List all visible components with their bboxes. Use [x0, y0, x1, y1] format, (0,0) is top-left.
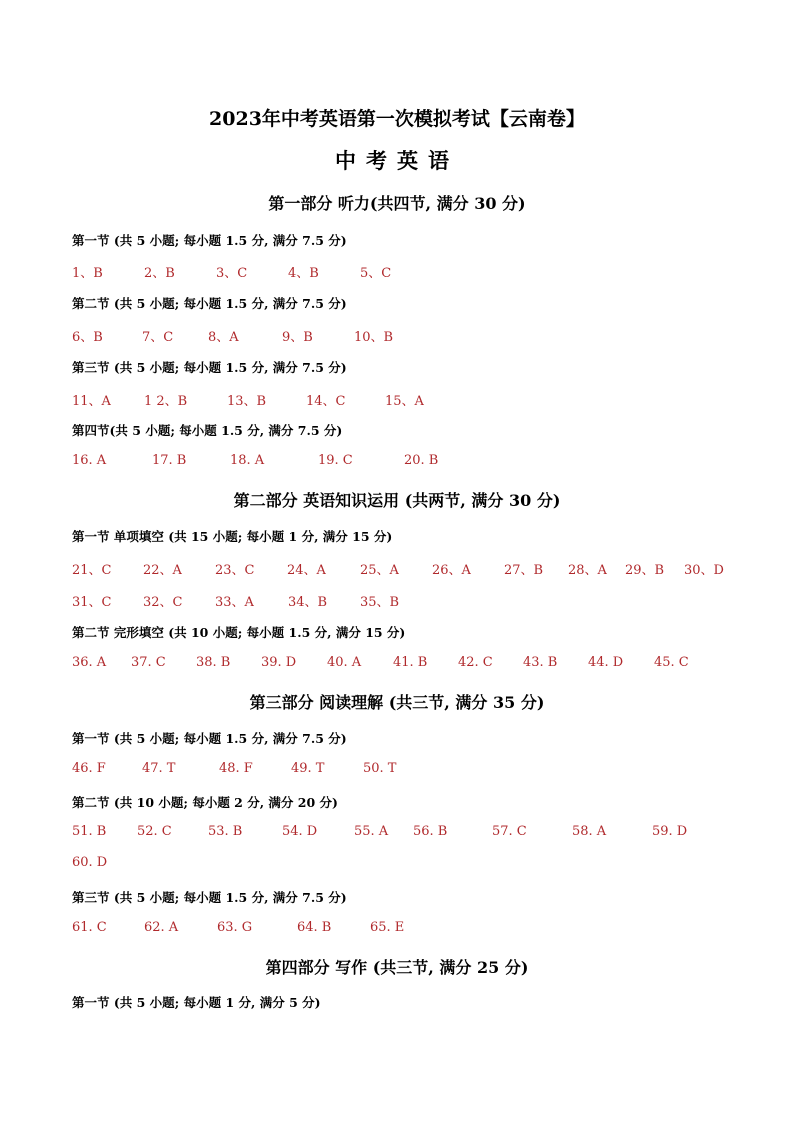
answer-item: 40. A [327, 655, 362, 670]
answer-item: 45. C [654, 655, 689, 670]
answer-item: 64. B [297, 920, 332, 935]
section-heading: 第四节(共 5 小题; 每小题 1.5 分, 满分 7.5 分) [72, 423, 343, 438]
answer-item: 13、B [227, 394, 267, 409]
section-heading: 第一节 (共 5 小题; 每小题 1.5 分, 满分 7.5 分) [72, 731, 347, 746]
answer-item: 27、B [504, 563, 544, 578]
answer-item: 34、B [288, 595, 328, 610]
answer-item: 42. C [458, 655, 493, 670]
section-heading: 第二节 完形填空 (共 10 小题; 每小题 1.5 分, 满分 15 分) [72, 625, 406, 640]
answer-item: 17. B [152, 453, 187, 468]
answer-item: 1、B [72, 266, 103, 281]
answer-item: 48. F [219, 761, 253, 776]
answer-item: 44. D [588, 655, 624, 670]
answer-item: 30、D [684, 563, 724, 578]
answer-item: 32、C [143, 595, 183, 610]
answer-item: 51. B [72, 824, 107, 839]
answer-item: 29、B [625, 563, 665, 578]
answer-item: 33、A [215, 595, 254, 610]
answer-item: 38. B [196, 655, 231, 670]
answer-item: 60. D [72, 855, 108, 870]
answer-item: 4、B [288, 266, 319, 281]
answer-item: 35、B [360, 595, 400, 610]
answer-item: 31、C [72, 595, 112, 610]
answer-item: 11、A [72, 394, 111, 409]
answer-item: 37. C [131, 655, 166, 670]
answer-item: 21、C [72, 563, 112, 578]
answer-item: 65. E [370, 920, 405, 935]
answer-item: 57. C [492, 824, 527, 839]
answer-item: 28、A [568, 563, 607, 578]
answer-item: 24、A [287, 563, 326, 578]
answer-item: 50. T [363, 761, 397, 776]
answer-item: 9、B [282, 330, 313, 345]
answer-item: 46. F [72, 761, 106, 776]
answer-item: 59. D [652, 824, 688, 839]
answer-item: 8、A [208, 330, 239, 345]
answer-item: 53. B [208, 824, 243, 839]
answer-item: 49. T [291, 761, 325, 776]
answer-item: 19. C [318, 453, 353, 468]
part-heading: 第二部分 英语知识运用 (共两节, 满分 30 分) [233, 491, 561, 510]
answer-item: 62. A [144, 920, 179, 935]
document-title: 2023年中考英语第一次模拟考试【云南卷】 [209, 108, 585, 130]
answer-item: 58. A [572, 824, 607, 839]
section-heading: 第二节 (共 10 小题; 每小题 2 分, 满分 20 分) [72, 795, 338, 810]
answer-item: 61. C [72, 920, 107, 935]
answer-item: 2、B [144, 266, 175, 281]
answer-item: 54. D [282, 824, 318, 839]
section-heading: 第一节 单项填空 (共 15 小题; 每小题 1 分, 满分 15 分) [72, 529, 393, 544]
answer-item: 10、B [354, 330, 394, 345]
answer-item: 14、C [306, 394, 346, 409]
section-heading: 第三节 (共 5 小题; 每小题 1.5 分, 满分 7.5 分) [72, 360, 347, 375]
part-heading: 第三部分 阅读理解 (共三节, 满分 35 分) [249, 693, 545, 712]
answer-item: 16. A [72, 453, 107, 468]
part-heading: 第四部分 写作 (共三节, 满分 25 分) [265, 958, 529, 977]
answer-item: 20. B [404, 453, 439, 468]
answer-item: 15、A [385, 394, 424, 409]
answer-item: 3、C [216, 266, 248, 281]
answer-item: 55. A [354, 824, 389, 839]
document-subtitle: 中考英语 [335, 148, 459, 173]
answer-item: 1 2、B [144, 394, 188, 409]
answer-item: 36. A [72, 655, 107, 670]
answer-item: 5、C [360, 266, 392, 281]
answer-item: 7、C [142, 330, 174, 345]
answer-item: 25、A [360, 563, 399, 578]
answer-item: 43. B [523, 655, 558, 670]
section-heading: 第二节 (共 5 小题; 每小题 1.5 分, 满分 7.5 分) [72, 296, 347, 311]
answer-item: 26、A [432, 563, 471, 578]
answer-item: 23、C [215, 563, 255, 578]
section-heading: 第一节 (共 5 小题; 每小题 1.5 分, 满分 7.5 分) [72, 233, 347, 248]
answer-item: 39. D [261, 655, 297, 670]
answer-item: 47. T [142, 761, 176, 776]
answer-item: 63. G [217, 920, 253, 935]
answer-item: 52. C [137, 824, 172, 839]
part-heading: 第一部分 听力(共四节, 满分 30 分) [268, 194, 526, 213]
answer-item: 41. B [393, 655, 428, 670]
section-heading: 第三节 (共 5 小题; 每小题 1.5 分, 满分 7.5 分) [72, 890, 347, 905]
answer-item: 22、A [143, 563, 182, 578]
answer-item: 18. A [230, 453, 265, 468]
answer-item: 6、B [72, 330, 103, 345]
answer-item: 56. B [413, 824, 448, 839]
section-heading: 第一节 (共 5 小题; 每小题 1 分, 满分 5 分) [72, 995, 321, 1010]
